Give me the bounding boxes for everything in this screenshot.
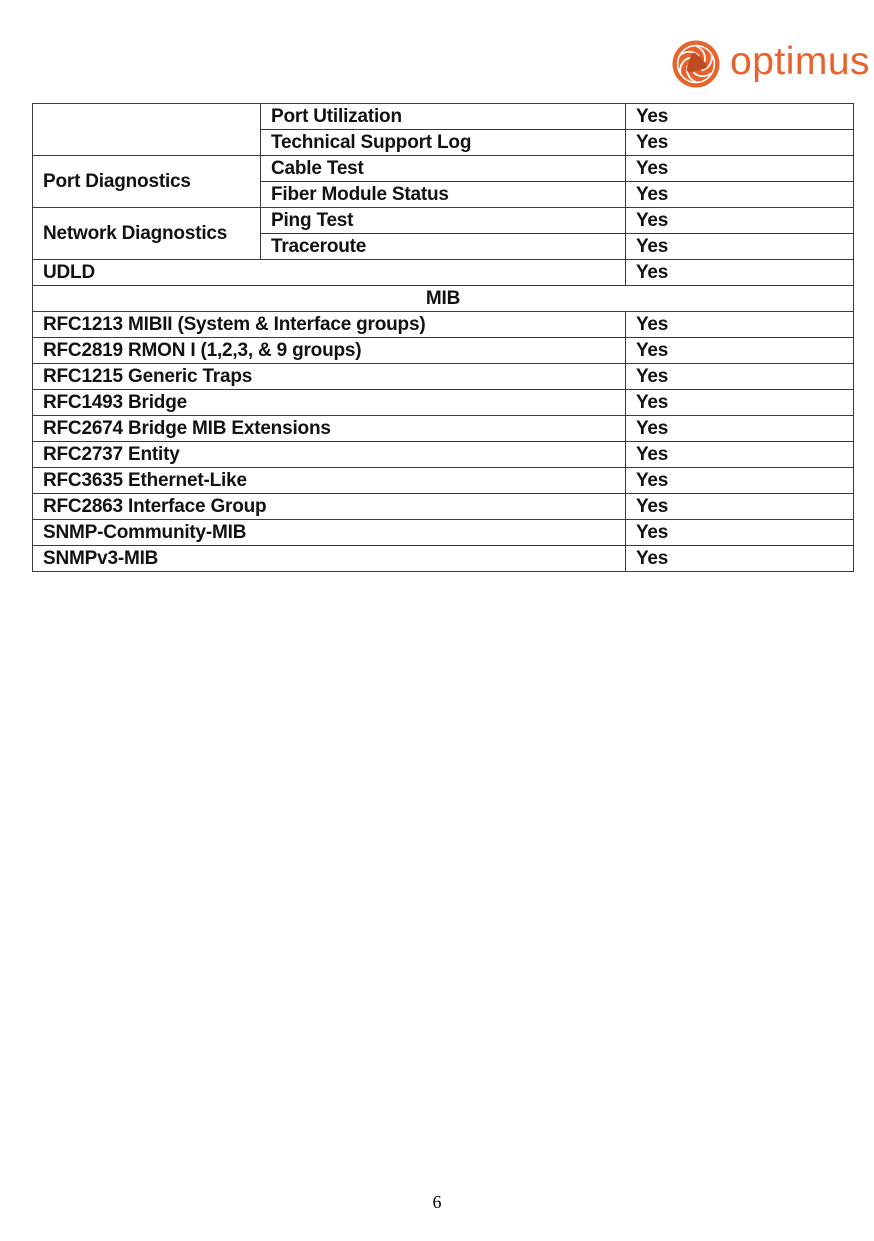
table-row [33, 468, 854, 494]
feature-cell: Fiber Module Status [261, 182, 626, 208]
table-row [33, 390, 854, 416]
value-cell: Yes [626, 520, 854, 546]
value-cell: Yes [626, 494, 854, 520]
group-cell: Network Diagnostics [33, 208, 261, 260]
table-row [33, 338, 854, 364]
feature-cell: RFC2737 Entity [33, 442, 626, 468]
feature-cell: Cable Test [261, 156, 626, 182]
feature-cell: RFC2674 Bridge MIB Extensions [33, 416, 626, 442]
brand-logo-text: optimus [730, 39, 871, 83]
value-cell: Yes [626, 416, 854, 442]
value-cell: Yes [626, 468, 854, 494]
value-cell: Yes [626, 234, 854, 260]
group-cell [33, 104, 261, 156]
value-cell: Yes [626, 390, 854, 416]
table-row [33, 286, 854, 312]
table-row [33, 494, 854, 520]
brand-logo [671, 39, 870, 89]
value-cell: Yes [626, 208, 854, 234]
value-cell: Yes [626, 312, 854, 338]
table-row [33, 104, 854, 130]
feature-cell: RFC3635 Ethernet-Like [33, 468, 626, 494]
feature-cell: UDLD [33, 260, 626, 286]
feature-cell: Technical Support Log [261, 130, 626, 156]
feature-support-table [32, 103, 854, 572]
section-header-cell: MIB [33, 286, 854, 312]
feature-cell: SNMPv3-MIB [33, 546, 626, 572]
feature-cell: RFC2819 RMON I (1,2,3, & 9 groups) [33, 338, 626, 364]
table-row [33, 364, 854, 390]
value-cell: Yes [626, 338, 854, 364]
feature-cell: RFC1493 Bridge [33, 390, 626, 416]
value-cell: Yes [626, 156, 854, 182]
feature-cell: Traceroute [261, 234, 626, 260]
page-number: 6 [432, 1192, 442, 1212]
value-cell: Yes [626, 364, 854, 390]
group-cell: Port Diagnostics [33, 156, 261, 208]
feature-cell: RFC2863 Interface Group [33, 494, 626, 520]
table-row [33, 520, 854, 546]
feature-cell: Ping Test [261, 208, 626, 234]
table-row [33, 208, 854, 234]
table-row [33, 260, 854, 286]
feature-cell: RFC1213 MIBII (System & Interface groups) [33, 312, 626, 338]
value-cell: Yes [626, 442, 854, 468]
value-cell: Yes [626, 260, 854, 286]
table-row [33, 442, 854, 468]
value-cell: Yes [626, 130, 854, 156]
value-cell: Yes [626, 104, 854, 130]
feature-cell: Port Utilization [261, 104, 626, 130]
table-row [33, 312, 854, 338]
table-row [33, 156, 854, 182]
feature-cell: RFC1215 Generic Traps [33, 364, 626, 390]
feature-cell: SNMP-Community-MIB [33, 520, 626, 546]
table-row [33, 416, 854, 442]
table-row [33, 546, 854, 572]
value-cell: Yes [626, 182, 854, 208]
value-cell: Yes [626, 546, 854, 572]
aperture-swirl-icon [671, 39, 721, 89]
